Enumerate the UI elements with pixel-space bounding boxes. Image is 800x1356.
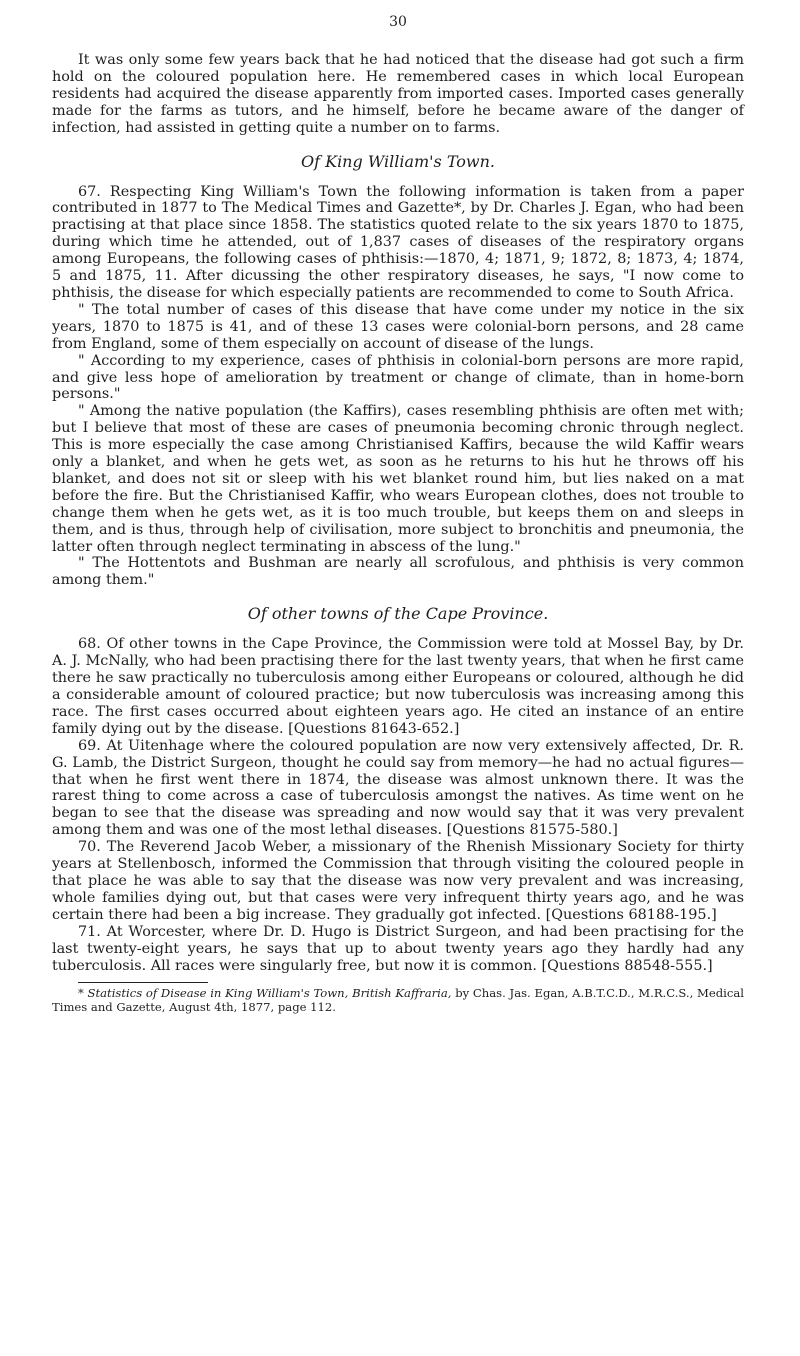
paragraph-70: 70. The Reverend Jacob Weber, a missionary of the Rhenish Missionary Society for thirty years at Stellenbosch, informed the Commission that through visiting the coloured people in that place he was able to say that the disease was now very prevalent and was increasing, whole families dying out, but that cases were very infrequent thirty years ago, and he was certain there had been a big increase. They gradually got infected. [Questions 68188-195.] [52, 839, 744, 923]
section-heading-king-williams-town: Of King William's Town. [300, 151, 495, 171]
paragraph-71: 71. At Worcester, where Dr. D. Hugo is District Surgeon, and had been practising for the last twenty-eight years, he says that up to about twenty years ago they hardly had any tuberculosis. All races were singularly free, but now it is common. [Questions 88548-555.] [52, 923, 744, 974]
paragraph-68: 68. Of other towns in the Cape Province, the Commission were told at Mossel Bay, by Dr. A. J. McNally, who had been practising there for the last twenty years, that when he first came there he saw practically no tuberculosis among either Europeans or coloured, although he did a considerable amount of coloured practice; but now tuberculosis was increasing among this race. The first cases occurred about eighteen years ago. He cited an instance of an entire family dying out by the disease. [Questions 81643-652.] [52, 636, 744, 737]
quote-paragraph-experience: " According to my experience, cases of phthisis in colonial-born persons are more rapid, and give less hope of amelioration by treatment or change of climate, than in home-born persons." [52, 352, 744, 403]
footnote-citation: by Chas. Jas. Egan, A.B.T.C.D., M.R.C.S., Medical Times and Gazette, August 4th, 1877, page 112. [52, 986, 745, 1015]
quote-paragraph-native-population: " Among the native population (the Kaffirs), cases resembling phthisis are often met with; but I believe that most of these are cases of pneumonia becoming chronic through neglect. This is more especially the case among Christianised Kaffirs, because the wild Kaffir wears only a blanket, and when he gets wet, as soon as he returns to his hut he throws off his blanket, and does not sit or sleep with his wet blanket round him, but lies naked on a mat before the fire. But the Christianised Kaffir, who wears European clothes, does not trouble to change them when he gets wet, as it is too much trouble, but keeps them on and sleeps in them, and is thus, through help of civilisation, more subject to bronchitis and pneumonia, the latter often through neglect terminating in abscess of the lung." [52, 403, 744, 555]
paragraph-67: 67. Respecting King William's Town the following information is taken from a paper contributed in 1877 to The Medical Times and Gazette*, by Dr. Charles J. Egan, who had been practising at that place since 1858. The statistics quoted relate to the six years 1870 to 1875, during which time he attended, out of 1,837 cases of diseases of the respiratory organs among Europeans, the following cases of phthisis:—1870, 4; 1871, 9; 1872, 8; 1873, 4; 1874, 5 and 1875, 11. After dicussing the other respiratory diseases, he says, "I now come to phthisis, the disease for which especially patients are recommended to come to South Africa. [52, 183, 744, 301]
quote-paragraph-total-cases: " The total number of cases of this disease that have come under my notice in the six years, 1870 to 1875 is 41, and of these 13 cases were colonial-born persons, and 28 came from England, some of them especially on account of disease of the lungs. [52, 301, 744, 352]
footnote-title: Statistics of Disease in King William's Town, British Kaffraria, [87, 986, 452, 1001]
intro-paragraph: It was only some few years back that he had noticed that the disease had got such a firm hold on the coloured population here. He remembered cases in which local European residents had acquired the disease apparently from imported cases. Imported cases generally made for the farms as tutors, and he himself, before he became aware of the danger of infection, had assisted in getting quite a number on to farms. [52, 52, 744, 136]
footnote-divider [78, 982, 208, 983]
page-number: 30 [389, 14, 407, 30]
quote-paragraph-hottentots: " The Hottentots and Bushman are nearly all scrofulous, and phthisis is very common among them." [52, 555, 744, 589]
paragraph-69: 69. At Uitenhage where the coloured population are now very extensively affected, Dr. R. G. Lamb, the District Surgeon, thought he could say from memory—he had no actual figures—that when he first went there in 1874, the disease was almost unknown there. It was the rarest thing to come across a case of tuberculosis amongst the natives. As time went on he began to see that the disease was spreading and now would say that it was very prevalent among them and was one of the most lethal diseases. [Questions 81575-580.] [52, 737, 744, 839]
footnote [52, 986, 744, 1014]
section-heading-other-towns: Of other towns of the Cape Province. [247, 604, 549, 624]
footnote-marker: * [78, 986, 88, 1001]
